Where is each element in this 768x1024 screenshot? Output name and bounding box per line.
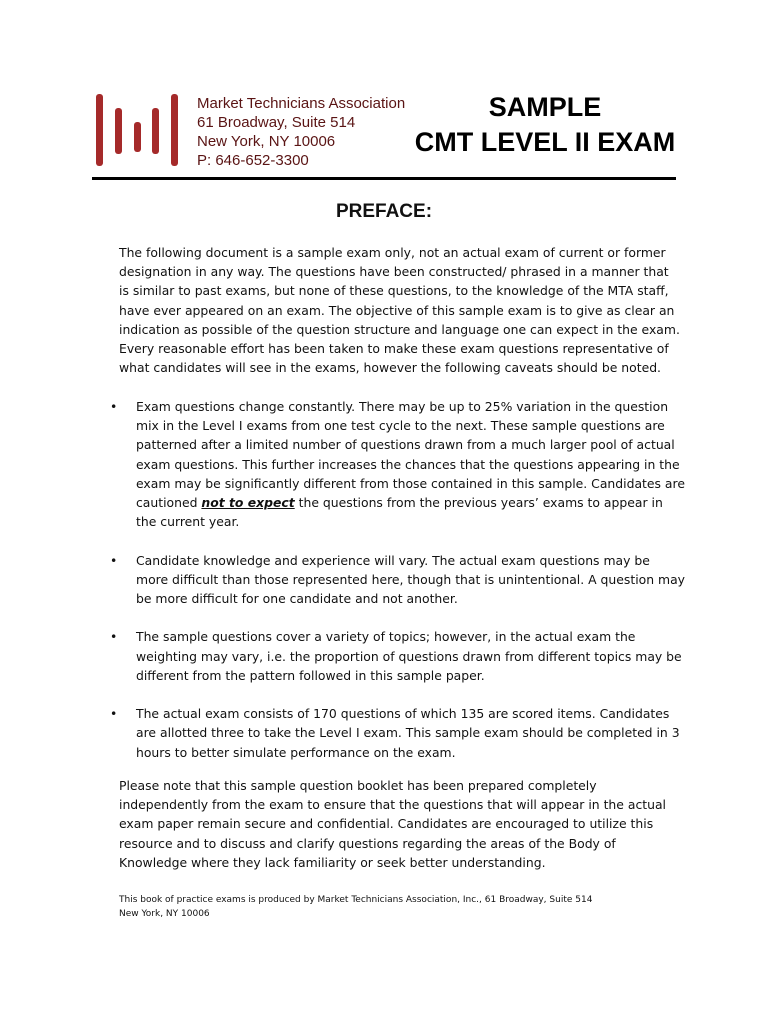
caveat-text: The actual exam consists of 170 questions of which 135 are scored items. Candidates are allotted three to take the Level I exam. This sample exam should be completed in 3 hours to better simulate performance on the exam.	[136, 706, 680, 760]
caveat-item-topics	[110, 627, 685, 685]
caveat-item-knowledge	[110, 551, 685, 609]
intro-paragraph: The following document is a sample exam only, not an actual exam of current or former designation in any way. The questions have been constructed/ phrased in a manner that is similar to past exams, but none of these questions, to the knowledge of the MTA staff, have ever appeared on an exam. The objective of this sample exam is to give as clear an indication as possible of the question structure and language one can expect in the exam. Every reasonable effort has been taken to make these exam questions representative of what candidates will see in the exams, however the following caveats should be noted.	[119, 245, 680, 376]
footer-line-2: New York, NY 10006	[119, 909, 210, 919]
caveat-emphasis: not to expect	[201, 495, 295, 511]
caveat-text-end: the questions from the previous years’ exams to appear in the current year.	[136, 495, 663, 530]
caveat-text: Candidate knowledge and experience will vary. The actual exam questions may be more difficult than those represented here, though that is unintentional. A question may be more difficult for one candidate and not another.	[136, 552, 686, 607]
bullet-icon: •	[110, 629, 118, 645]
mta-logo-icon	[94, 92, 184, 168]
title-line-1: SAMPLE	[488, 92, 602, 122]
bullet-icon: •	[110, 552, 118, 568]
footer-note	[119, 893, 679, 921]
closing-paragraph: Please note that this sample question booklet has been prepared completely independently from the exam to ensure that the questions that will appear in the actual exam paper remain secure and confidential. Candidates are encouraged to utilize this resource and to discuss and clarify questions regarding the areas of the Body of Knowledge where they lack familiarity or seek better understanding.	[119, 778, 667, 870]
bullet-icon: •	[110, 399, 118, 414]
org-city: New York, NY 10006	[197, 133, 336, 150]
caveat-text: The sample questions cover a variety of topics; however, in the actual exam the weighting may vary, i.e. the proportion of questions drawn from different topics may be different from the pattern followed in this sample paper.	[136, 629, 682, 683]
header-divider	[92, 177, 676, 180]
caveat-item-exam-change	[110, 397, 685, 531]
bullet-icon: •	[110, 706, 118, 722]
caveat-text: Exam questions change constantly. There may be up to 25% variation in the question mix in the Level I exams from one test cycle to the next. These sample questions are patterned after a limited number of questions drawn from a much larger pool of actual exam questions. This further increases the chances that the questions appearing in the exam may be significantly different from those contained in this sample. Candidates are cautioned	[136, 399, 685, 511]
organization-address	[197, 94, 405, 170]
footer-line-1: This book of practice exams is produced by Market Technicians Association, Inc., 61 Broadway, Suite 514	[119, 895, 593, 905]
document-title	[400, 90, 690, 160]
org-street: 61 Broadway, Suite 514	[197, 114, 356, 131]
title-line-2: CMT LEVEL II EXAM	[414, 127, 676, 157]
preface-heading: PREFACE:	[335, 201, 433, 222]
org-phone: P: 646-652-3300	[197, 152, 309, 169]
caveat-item-exam-size	[110, 704, 685, 762]
org-name: Market Technicians Association	[197, 95, 406, 112]
caveats-list	[110, 397, 685, 781]
